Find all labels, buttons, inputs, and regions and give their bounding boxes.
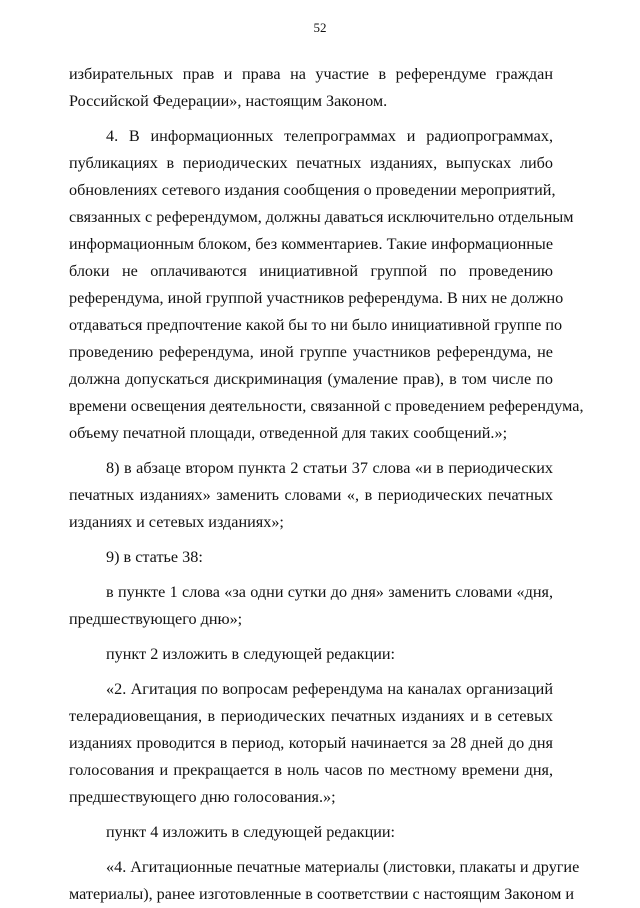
text-line: избирательных прав и права на участие в референдуме граждан — [69, 65, 553, 83]
text-line: пункт 4 изложить в следующей редакции: — [106, 823, 396, 841]
text-line: блоки не оплачиваются инициативной группой по проведению — [69, 262, 553, 280]
text-line: «4. Агитационные печатные материалы (листовки, плакаты и другие — [106, 858, 580, 876]
text-line: проведению референдума, иной группе участников референдума, не — [69, 343, 553, 361]
text-line: в пункте 1 слова «за одни сутки до дня» заменить словами «дня, — [106, 583, 553, 601]
text-line: отдаваться предпочтение какой бы то ни было инициативной группе по — [69, 316, 563, 334]
text-line: изданиях проводится в период, который начинается за 28 дней до дня — [69, 734, 553, 752]
text-line: 9) в статье 38: — [106, 548, 203, 566]
text-line: изданиях и сетевых изданиях»; — [69, 513, 284, 531]
text-line: материалы), ранее изготовленные в соответствии с настоящим Законом и — [69, 885, 575, 903]
text-line: Российской Федерации», настоящим Законом. — [69, 92, 388, 110]
text-line: предшествующего дню голосования.»; — [69, 788, 336, 806]
text-line: предшествующего дню»; — [69, 610, 243, 628]
text-line: объему печатной площади, отведенной для таких сообщений.»; — [69, 424, 508, 442]
paragraph — [69, 641, 553, 668]
paragraph — [69, 123, 584, 447]
text-line: референдума, иной группой участников референдума. В них не должно — [69, 289, 564, 307]
paragraph — [69, 455, 553, 536]
paragraph — [69, 579, 553, 633]
paragraph — [69, 854, 580, 908]
text-line: обновлениях сетевого издания сообщения о проведении мероприятий, — [69, 181, 556, 199]
page-number: 52 — [313, 20, 327, 35]
text-line: публикациях в периодических печатных изданиях, выпусках либо — [69, 154, 553, 172]
document-body — [69, 61, 584, 908]
paragraph — [69, 544, 553, 571]
text-line: 8) в абзаце втором пункта 2 статьи 37 слова «и в периодических — [106, 459, 553, 477]
text-line: 4. В информационных телепрограммах и радиопрограммах, — [106, 127, 553, 145]
text-line: времени освещения деятельности, связанной с проведением референдума, — [69, 397, 584, 415]
text-line: голосования и прекращается в ноль часов по местному времени дня, — [69, 761, 553, 779]
paragraph — [69, 61, 553, 115]
text-line: телерадиовещания, в периодических печатных изданиях и в сетевых — [69, 707, 553, 725]
text-line: информационным блоком, без комментариев. Такие информационные — [69, 235, 553, 253]
paragraph — [69, 819, 553, 846]
text-line: «2. Агитация по вопросам референдума на каналах организаций — [106, 680, 553, 698]
text-line: печатных изданиях» заменить словами «, в периодических печатных — [69, 486, 553, 504]
text-line: пункт 2 изложить в следующей редакции: — [106, 645, 396, 663]
paragraph — [69, 676, 553, 811]
text-line: должна допускаться дискриминация (умаление прав), в том числе по — [69, 370, 553, 388]
text-line: связанных с референдумом, должны даваться исключительно отдельным — [69, 208, 574, 226]
